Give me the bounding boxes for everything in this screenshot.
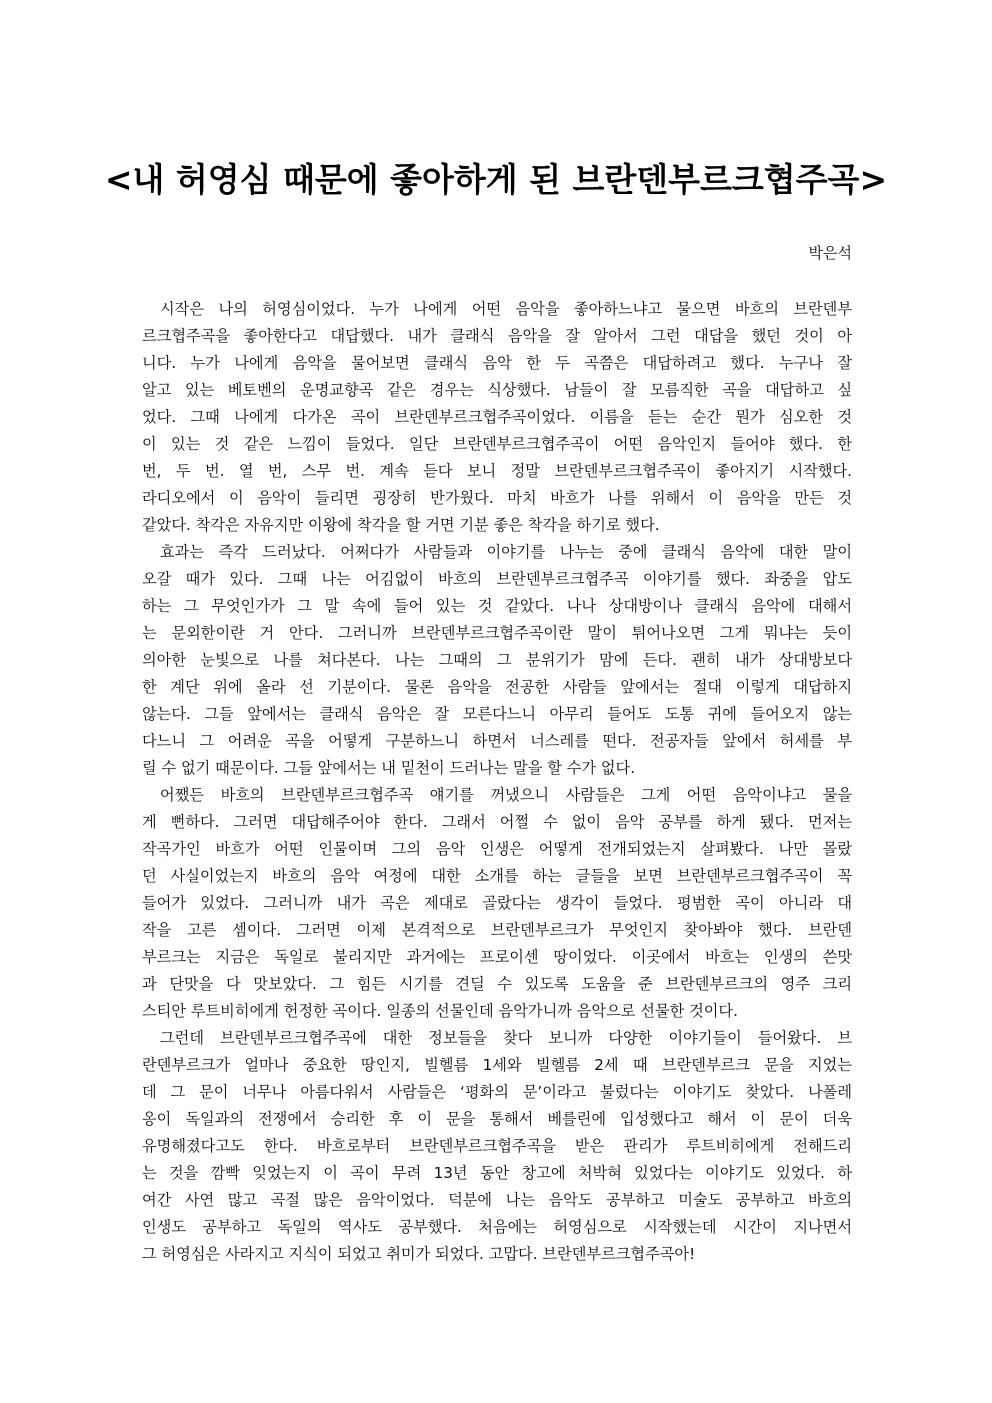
text-line: 작곡가인 바흐가 어떤 인물이며 그의 음악 인생은 어떻게 전개되었는지 살펴봤다. 나만 몰랐 [142,840,852,858]
text-line: 옹이 독일과의 전쟁에서 승리한 후 이 문을 통해서 베를린에 입성했다고 해서 이 문이 더욱 [142,1110,852,1128]
text-line: 인생도 공부하고 독일의 역사도 공부했다. 처음에는 허영심으로 시작했는데 시간이 지나면서 [142,1218,852,1236]
text-line: 는 것을 깜빡 잊었는지 이 곡이 무려 13년 동안 창고에 처박혀 있었다는 이야기도 있었다. 하 [142,1164,852,1182]
paragraph-1 [142,296,852,539]
text-line: 같았다. 착각은 자유지만 이왕에 착각을 할 거면 기분 좋은 착각을 하기로 했다. [142,516,660,534]
text-line: 게 뻔하다. 그러면 대답해주어야 한다. 그래서 어쩔 수 없이 음악 공부를 하게 됐다. 먼저는 [142,813,852,831]
text-line: 부르크는 지금은 독일로 불리지만 과거에는 프로이센 땅이었다. 이곳에서 바흐는 인생의 쓴맛 [142,948,852,966]
text-line: 하는 그 무엇인가가 그 말 속에 들어 있는 것 같았다. 나나 상대방이나 클래식 음악에 대해서 [142,597,852,615]
text-line: 르크협주곡을 좋아한다고 대답했다. 내가 클래식 음악을 잘 알아서 그런 대답을 했던 것이 아 [142,327,852,345]
text-line: 의아한 눈빛으로 나를 쳐다본다. 나는 그때의 그 분위기가 맘에 든다. 괜히 내가 상대방보다 [142,651,852,669]
text-line: 이 있는 것 같은 느낌이 들었다. 일단 브란덴부르크협주곡이 어떤 음악인지 들어야 했다. 한 [142,435,852,453]
text-line: 한 계단 위에 올라 선 기분이다. 물론 음악을 전공한 사람들 앞에서는 절대 이렇게 대답하지 [142,678,852,696]
text-line: 들어가 있었다. 그러니까 내가 곡은 제대로 골랐다는 생각이 들었다. 평범한 곡이 아니라 대 [142,894,852,912]
text-line: 는 문외한이란 거 안다. 그러니까 브란덴부르크협주곡이란 말이 튀어나오면 그게 뭐냐는 듯이 [142,624,852,642]
text-line: 알고 있는 베토벤의 운명교향곡 같은 경우는 식상했다. 남들이 잘 모름직한 곡을 대답하고 싶 [142,381,852,399]
text-line: 다느니 그 어려운 곡을 어떻게 구분하느니 하면서 너스레를 떤다. 전공자들 앞에서 허세를 부 [142,732,852,750]
text-line: 라디오에서 이 음악이 들리면 굉장히 반가웠다. 마치 바흐가 나를 위해서 이 음악을 만든 것 [142,489,852,507]
text-line: 여간 사연 많고 곡절 많은 음악이었다. 덕분에 나는 음악도 공부하고 미술도 공부하고 바흐의 [142,1191,852,1209]
text-line: 않는다. 그들 앞에서는 클래식 음악은 잘 모른다느니 아무리 들어도 도통 귀에 들어오지 않는 [142,705,852,723]
text-line: 니다. 누가 나에게 음악을 물어보면 클래식 음악 한 두 곡쯤은 대답하려고 했다. 누구나 잘 [142,354,852,372]
text-line: 데 그 문이 너무나 아름다워서 사람들은 ‘평화의 문’이라고 불렀다는 이야기도 찾았다. 나폴레 [142,1083,852,1101]
text-line: 과 단맛을 다 맛보았다. 그 힘든 시기를 견딜 수 있도록 도움을 준 브란덴부르크의 영주 크리 [142,975,852,993]
text-line: 그런데 브란덴부르크협주곡에 대한 정보들을 찾다 보니까 다양한 이야기들이 들어왔다. 브 [160,1029,852,1047]
text-line: 작을 고른 셈이다. 그러면 이제 본격적으로 브란덴부르크가 무엇인지 찾아봐야 했다. 브란덴 [142,921,852,939]
paragraph-3 [142,782,852,1025]
text-line: 었다. 그때 나에게 다가온 곡이 브란덴부르크협주곡이었다. 이름을 듣는 순간 뭔가 심오한 것 [142,408,852,426]
document-body [142,296,852,1268]
document-title: <내 허영심 때문에 좋아하게 된 브란덴부르크협주곡> [104,160,888,199]
text-line: 그 허영심은 사라지고 지식이 되었고 취미가 되었다. 고맙다. 브란덴부르크협주곡아! [142,1245,696,1263]
text-line: 던 사실이었는지 바흐의 음악 여정에 대한 소개를 하는 글들을 보면 브란덴부르크협주곡이 꼭 [142,867,852,885]
text-line: 효과는 즉각 드러났다. 어쩌다가 사람들과 이야기를 나누는 중에 클래식 음악에 대한 말이 [160,543,852,561]
text-line: 오갈 때가 있다. 그때 나는 어김없이 바흐의 브란덴부르크협주곡 이야기를 했다. 좌중을 압도 [142,570,852,588]
text-line: 란덴부르크가 얼마나 중요한 땅인지, 빌헬름 1세와 빌헬름 2세 때 브란덴부르크 문을 지었는 [142,1056,852,1074]
paragraph-2 [142,539,852,782]
text-line: 릴 수 없기 때문이다. 그들 앞에서는 내 밑천이 드러나는 말을 할 수가 없다. [142,759,636,777]
author-name: 박은석 [808,244,852,262]
paragraph-4 [142,1025,852,1268]
text-line: 번, 두 번. 열 번, 스무 번. 계속 듣다 보니 정말 브란덴부르크협주곡이 좋아지기 시작했다. [142,462,852,480]
text-line: 어쨌든 바흐의 브란덴부르크협주곡 얘기를 꺼냈으니 사람들은 그게 어떤 음악이냐고 물을 [160,786,852,804]
text-line: 시작은 나의 허영심이었다. 누가 나에게 어떤 음악을 좋아하느냐고 물으면 바흐의 브란덴부 [160,300,852,318]
text-line: 유명해졌다고도 한다. 바흐로부터 브란덴부르크협주곡을 받은 관리가 루트비히에게 전해드리 [142,1137,852,1155]
text-line: 스티안 루트비히에게 헌정한 곡이다. 일종의 선물인데 음악가니까 음악으로 선물한 것이다. [142,1002,738,1020]
